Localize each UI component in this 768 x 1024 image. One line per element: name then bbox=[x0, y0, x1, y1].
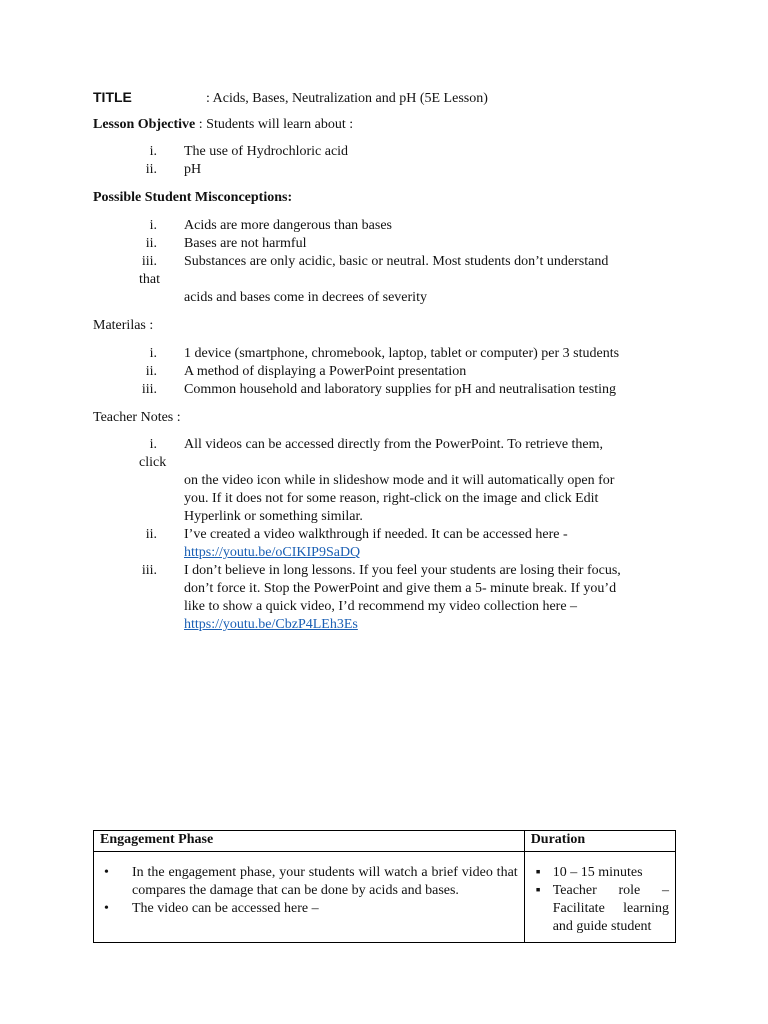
title-row bbox=[93, 88, 488, 108]
list-text: I don’t believe in long lessons. If you feel your students are losing their focus, bbox=[184, 563, 621, 578]
list-item bbox=[93, 345, 675, 363]
notes-heading: Teacher Notes : bbox=[93, 410, 181, 425]
misconceptions-list bbox=[93, 217, 675, 307]
duration-item: ▪ Teacher role – Facilitate learning and guide student bbox=[531, 882, 669, 936]
list-item bbox=[93, 217, 675, 235]
list-item bbox=[93, 143, 675, 161]
list-number: ii. bbox=[145, 364, 157, 379]
list-text: Bases are not harmful bbox=[184, 236, 307, 251]
list-number: ii. bbox=[145, 236, 157, 251]
objective-list bbox=[93, 143, 675, 179]
bullet-item: • The video can be accessed here – bbox=[100, 900, 518, 918]
list-number: i. bbox=[149, 437, 157, 452]
bullet-item: • In the engagement phase, your students will watch a brief video that compares the damage that can be done by acids and bases. bbox=[100, 864, 518, 900]
list-continuation: like to show a quick video, I’d recommend my video collection here – bbox=[184, 599, 578, 614]
list-text: pH bbox=[184, 162, 202, 177]
list-number: iii. bbox=[141, 254, 157, 269]
list-item bbox=[93, 436, 675, 454]
engagement-content bbox=[94, 852, 525, 943]
materials-heading: Materilas : bbox=[93, 318, 154, 333]
list-item bbox=[93, 381, 675, 399]
list-item bbox=[93, 161, 675, 179]
list-number: i. bbox=[149, 346, 157, 361]
list-number: iii. bbox=[141, 382, 157, 397]
list-text: Substances are only acidic, basic or neutral. Most students don’t understand bbox=[184, 254, 609, 269]
walkthrough-video-link[interactable]: https://youtu.be/oCIKIP9SaDQ bbox=[184, 545, 361, 560]
materials-list bbox=[93, 345, 675, 399]
list-item bbox=[93, 363, 675, 381]
list-item bbox=[93, 235, 675, 253]
list-text: All videos can be accessed directly from the PowerPoint. To retrieve them, bbox=[184, 437, 604, 452]
duration-content bbox=[524, 852, 675, 943]
list-wrap-text: click bbox=[139, 455, 167, 470]
list-wrap-text: that bbox=[139, 272, 160, 287]
notes-list bbox=[93, 436, 675, 634]
list-item bbox=[93, 562, 675, 580]
title-label: TITLE bbox=[93, 89, 132, 105]
list-item bbox=[93, 526, 675, 544]
misconceptions-heading: Possible Student Misconceptions: bbox=[93, 190, 293, 205]
title-value: : Acids, Bases, Neutralization and pH (5E Lesson) bbox=[206, 91, 488, 106]
engagement-table bbox=[93, 830, 676, 943]
duration-item: ▪ 10 – 15 minutes bbox=[531, 864, 669, 882]
list-continuation: don’t force it. Stop the PowerPoint and give them a 5- minute break. If you’d bbox=[184, 581, 617, 596]
engagement-phase-header: Engagement Phase bbox=[94, 831, 525, 852]
list-continuation: acids and bases come in decrees of severity bbox=[184, 290, 427, 305]
list-number: ii. bbox=[145, 162, 157, 177]
list-text: 1 device (smartphone, chromebook, laptop, tablet or computer) per 3 students bbox=[184, 346, 620, 361]
list-text: A method of displaying a PowerPoint presentation bbox=[184, 364, 467, 379]
list-number: iii. bbox=[141, 563, 157, 578]
video-collection-link[interactable]: https://youtu.be/CbzP4LEh3Es bbox=[184, 617, 358, 632]
list-number: i. bbox=[149, 144, 157, 159]
objective-label: Lesson Objective bbox=[93, 117, 196, 132]
list-text: Acids are more dangerous than bases bbox=[184, 218, 392, 233]
list-number: ii. bbox=[145, 527, 157, 542]
list-item bbox=[93, 253, 675, 271]
list-text: The use of Hydrochloric acid bbox=[184, 144, 349, 159]
list-text: Common household and laboratory supplies for pH and neutralisation testing bbox=[184, 382, 616, 397]
objective-text: : Students will learn about : bbox=[195, 117, 354, 132]
list-number: i. bbox=[149, 218, 157, 233]
list-continuation: on the video icon while in slideshow mode and it will automatically open for bbox=[184, 473, 615, 488]
list-continuation: Hyperlink or something similar. bbox=[184, 509, 363, 524]
list-continuation: you. If it does not for some reason, right-click on the image and click Edit bbox=[184, 491, 599, 506]
duration-header: Duration bbox=[524, 831, 675, 852]
list-text: I’ve created a video walkthrough if needed. It can be accessed here - bbox=[184, 527, 568, 542]
objective-line bbox=[93, 116, 353, 134]
